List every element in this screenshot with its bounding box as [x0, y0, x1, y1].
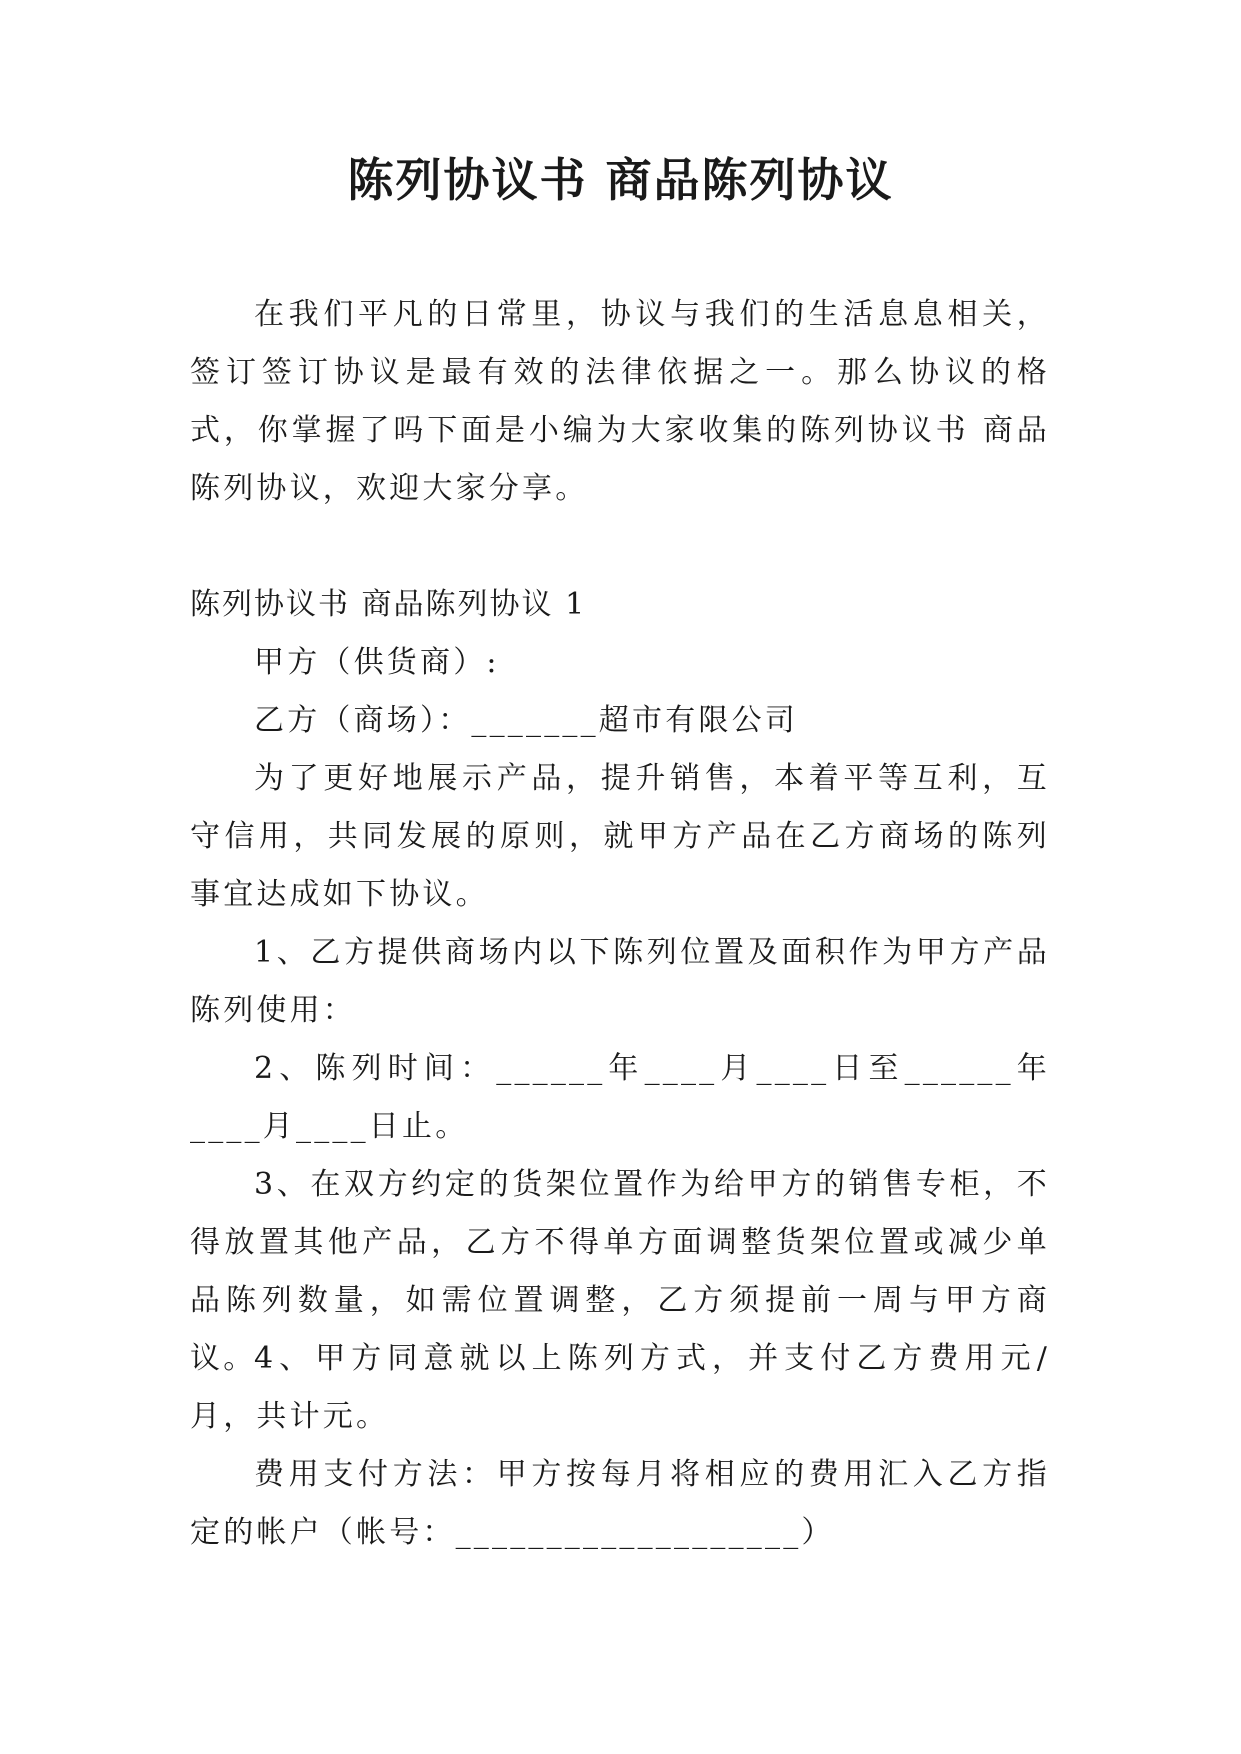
clause-2: 2、陈列时间：______年____月____日至______年____月____日止。: [190, 1051, 1050, 1144]
purpose-paragraph: 为了更好地展示产品，提升销售，本着平等互利，互守信用，共同发展的原则，就甲方产品在乙方商场的陈列事宜达成如下协议。: [190, 761, 1050, 912]
document-title: 陈列协议书 商品陈列协议: [347, 153, 894, 207]
clause-4: 4、甲方同意就以上陈列方式，并支付乙方费用元/月，共计元。: [190, 1341, 1050, 1434]
payment-method-paragraph: 费用支付方法：甲方按每月将相应的费用汇入乙方指定的帐户（帐号：___________________）: [190, 1457, 1050, 1550]
party-b-line: 乙方（商场）：_______超市有限公司: [254, 703, 798, 738]
party-a-line: 甲方（供货商）:: [254, 645, 500, 680]
section-title: 陈列协议书 商品陈列协议 1: [190, 587, 587, 622]
clause-1: 1、乙方提供商场内以下陈列位置及面积作为甲方产品陈列使用：: [190, 935, 1050, 1028]
clause-3: 3、在双方约定的货架位置作为给甲方的销售专柜，不得放置其他产品，乙方不得单方面调整货架位置或减少单品陈列数量，如需位置调整，乙方须提前一周与甲方商议。: [190, 1167, 1050, 1376]
intro-paragraph: 在我们平凡的日常里，协议与我们的生活息息相关，签订签订协议是最有效的法律依据之一。那么协议的格式，你掌握了吗下面是小编为大家收集的陈列协议书 商品陈列协议，欢迎大家分享。: [190, 297, 1050, 506]
